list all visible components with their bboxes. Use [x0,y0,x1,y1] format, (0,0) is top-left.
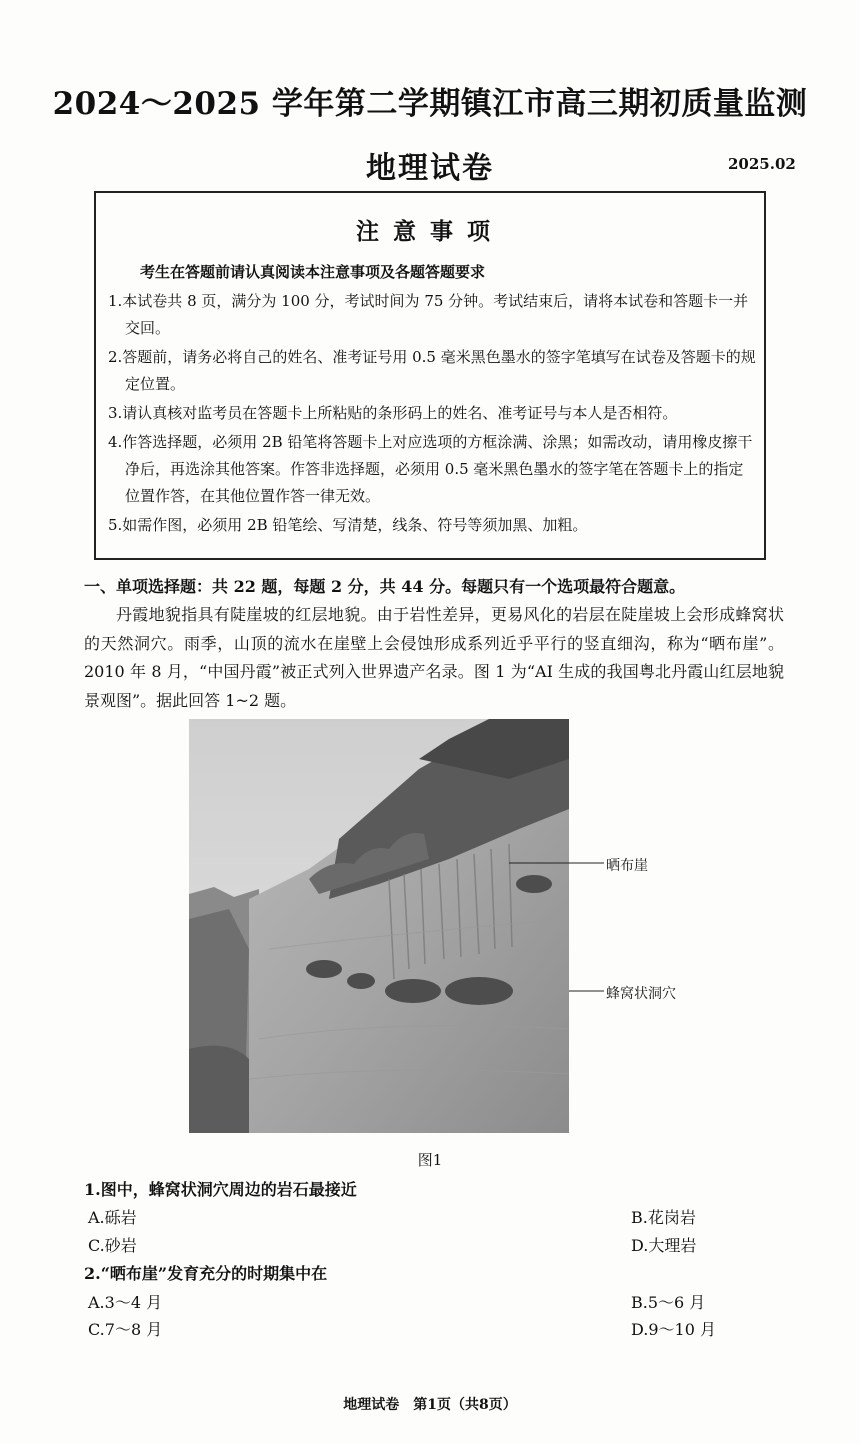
notice-item-4: 4.作答选择题，必须用 2B 铅笔将答题卡上对应选项的方框涂满、涂黑；如需改动，请用橡皮擦干净后，再选涂其他答案。作答非选择题，必须用 0.5 毫米黑色墨水的签字笔在答题卡上的指定位置作答，在其他位置作答一律无效。 [108,433,753,505]
question-1-option-b: B.花岗岩 [631,1208,696,1227]
question-2-stem: 2.“晒布崖”发育充分的时期集中在 [84,1264,328,1283]
notice-intro: 考生在答题前请认真阅读本注意事项及各题答题要求 [140,263,486,281]
question-1-option-a: A.砾岩 [88,1208,137,1227]
figure-caption: 图1 [417,1151,443,1169]
section-heading: 一、单项选择题：共 22 题，每题 2 分，共 44 分。每题只有一个选项最符合题意。 [84,577,686,596]
notice-title: 注意事项 [356,218,504,245]
page-footer: 地理试卷 第1页（共8页） [343,1397,517,1413]
callout-label-honeycomb-cave: 蜂窝状洞穴 [606,986,676,1002]
notice-list [108,288,758,541]
notice-item-1: 1.本试卷共 8 页，满分为 100 分，考试时间为 75 分钟。考试结束后，请将本试卷和答题卡一并交回。 [108,292,749,337]
question-2-option-c: C.7～8 月 [88,1320,163,1339]
question-1-stem: 1.图中，蜂窝状洞穴周边的岩石最接近 [84,1180,357,1199]
passage-paragraph: 丹霞地貌指具有陡崖坡的红层地貌。由于岩性差异，更易风化的岩层在陡崖坡上会形成蜂窝状的天然洞穴。雨季，山顶的流水在崖壁上会侵蚀形成系列近乎平行的竖直细沟，称为“晒布崖”。2010 年 8 月，“中国丹霞”被正式列入世界遗产名录。图 1 为“AI 生成的我国粤北丹霞山红层地貌景观图”。据此回答 1~2 题。 [84,605,784,710]
callout-label-shaibuya: 晒布崖 [606,858,648,874]
exam-date: 2025.02 [728,155,796,173]
callout-leader-lines [509,858,604,993]
question-1-option-c: C.砂岩 [88,1236,137,1255]
question-2-option-d: D.9～10 月 [631,1320,716,1339]
exam-subtitle: 地理试卷 [366,151,494,186]
notice-item-3: 3.请认真核对监考员在答题卡上所粘贴的条形码上的姓名、准考证号与本人是否相符。 [108,404,678,422]
question-2-option-b: B.5～6 月 [631,1293,706,1312]
notice-item-5: 5.如需作图，必须用 2B 铅笔绘、写清楚，线条、符号等须加黑、加粗。 [108,516,588,534]
notice-item-2: 2.答题前，请务必将自己的姓名、准考证号用 0.5 毫米黑色墨水的签字笔填写在试卷及答题卡的规定位置。 [108,348,756,393]
question-1-option-d: D.大理岩 [631,1236,697,1255]
exam-title: 2024～2025 学年第二学期镇江市高三期初质量监测 [52,86,808,122]
notice-box [94,191,766,560]
question-2-option-a: A.3～4 月 [88,1293,163,1312]
